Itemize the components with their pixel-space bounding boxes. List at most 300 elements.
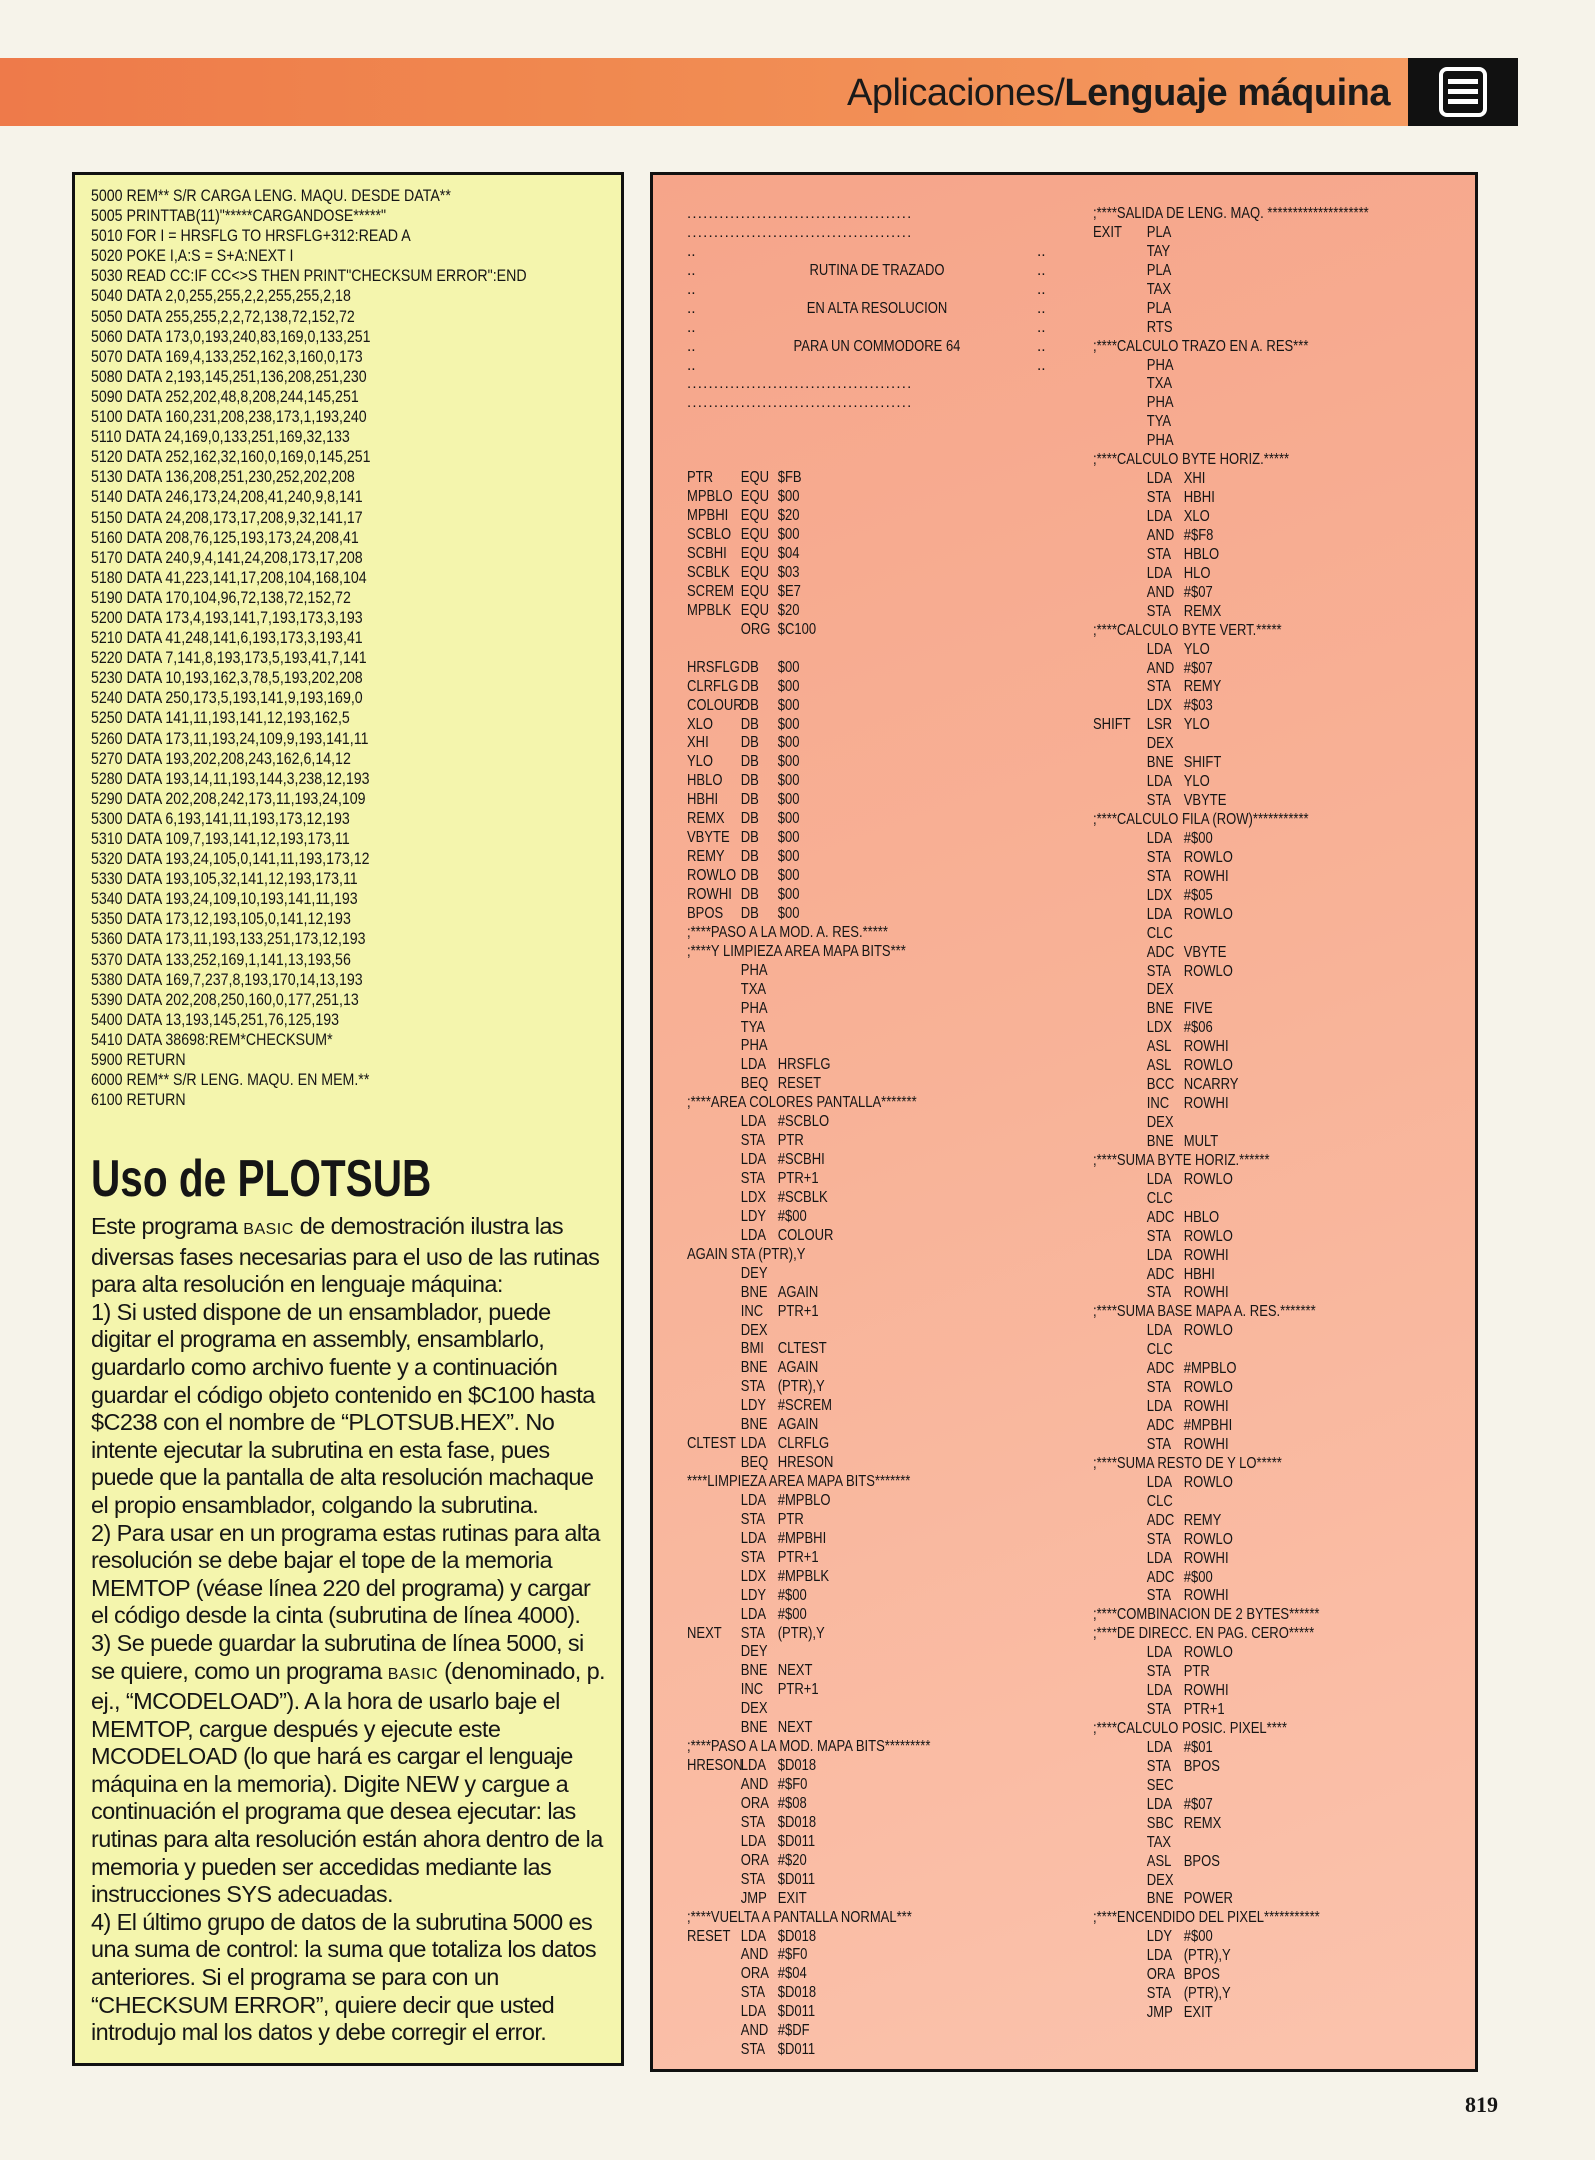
basic-code-line: 5010 FOR I = HRSFLG TO HRSFLG+312:READ A bbox=[91, 227, 411, 246]
assembly-instruction-line bbox=[687, 564, 1082, 583]
assembly-comment-line bbox=[1093, 1303, 1488, 1322]
asm-opcode: PHA bbox=[740, 961, 768, 979]
asm-opcode: PHA bbox=[740, 1037, 768, 1055]
comment-text: ;****SUMA BASE MAPA A. RES.******* bbox=[1093, 1303, 1316, 1321]
asm-operand: #$DF bbox=[777, 2022, 810, 2040]
asm-opcode: DB bbox=[740, 810, 759, 828]
assembly-instruction-line bbox=[1093, 1398, 1488, 1417]
asm-label: MPBHI bbox=[687, 507, 729, 525]
asm-operand: $20 bbox=[777, 601, 800, 619]
asm-opcode: DB bbox=[740, 677, 759, 695]
assembly-instruction-line bbox=[687, 1643, 1082, 1662]
asm-opcode: BNE bbox=[740, 1416, 768, 1434]
asm-label: BPOS bbox=[687, 904, 724, 922]
asm-operand: #$00 bbox=[1183, 1568, 1213, 1586]
asm-label: REMY bbox=[687, 848, 725, 866]
article-step-4: 4) El último grupo de datos de la subrutina 5000 es una suma de control: la suma que totaliza los datos anteriores. Si el programa se para con un “CHECKSUM ERROR”, quiere decir que usted introdujo mal los datos y debe corregir el error. bbox=[91, 1908, 596, 2046]
assembly-instruction-line bbox=[1093, 1569, 1488, 1588]
asm-opcode: LDA bbox=[1146, 564, 1173, 582]
asm-operand: (PTR),Y bbox=[777, 1624, 825, 1642]
assembly-instruction-line bbox=[687, 1189, 1082, 1208]
asm-opcode: STA bbox=[740, 1870, 766, 1888]
asm-operand: ROWLO bbox=[1183, 1473, 1233, 1491]
assembly-instruction-line bbox=[687, 829, 1082, 848]
asm-opcode: LDY bbox=[740, 1586, 767, 1604]
asm-opcode: STA bbox=[1146, 1985, 1172, 2003]
asm-opcode: LDX bbox=[740, 1567, 767, 1585]
asm-opcode: STA bbox=[740, 1132, 766, 1150]
asm-opcode: BMI bbox=[740, 1340, 764, 1358]
assembly-comment-line bbox=[687, 1246, 1082, 1265]
asm-opcode: JMP bbox=[740, 1889, 767, 1907]
assembly-instruction-line bbox=[1093, 432, 1488, 451]
assembly-instruction-line bbox=[1093, 1417, 1488, 1436]
asm-operand: BPOS bbox=[1183, 1757, 1220, 1775]
assembly-instruction-line bbox=[1093, 1739, 1488, 1758]
asm-opcode: LDA bbox=[1146, 1246, 1173, 1264]
box-border-bottom: .......................................... bbox=[687, 394, 913, 412]
asm-opcode: ORA bbox=[740, 1794, 769, 1812]
asm-opcode: LDA bbox=[1146, 1738, 1173, 1756]
article-heading: Uso de PLOTSUB bbox=[91, 1150, 432, 1208]
comment-text: ;****SALIDA DE LENG. MAQ. ******************** bbox=[1093, 205, 1369, 222]
assembly-instruction-line bbox=[1093, 1171, 1488, 1190]
basic-code-line: 5260 DATA 173,11,193,24,109,9,193,141,11 bbox=[91, 729, 369, 748]
assembly-instruction-line bbox=[1093, 224, 1488, 243]
assembly-instruction-line bbox=[1093, 1531, 1488, 1550]
assembly-instruction-line bbox=[1093, 565, 1488, 584]
basic-code-line: 5220 DATA 7,141,8,193,173,5,193,41,7,141 bbox=[91, 649, 367, 668]
asm-operand: $00 bbox=[777, 526, 800, 544]
assembly-instruction-line bbox=[1093, 660, 1488, 679]
basic-code-line: 5210 DATA 41,248,141,6,193,173,3,193,41 bbox=[91, 629, 363, 648]
comment-text: ;****DE DIRECC. EN PAG. CERO***** bbox=[1093, 1625, 1315, 1643]
asm-opcode: TYA bbox=[1146, 413, 1172, 431]
asm-operand: $D011 bbox=[777, 2003, 816, 2021]
assembly-instruction-line bbox=[1093, 1758, 1488, 1777]
assembly-instruction-line bbox=[687, 1378, 1082, 1397]
asm-opcode: INC bbox=[740, 1681, 764, 1699]
page-number: 819 bbox=[1465, 2092, 1498, 2117]
asm-opcode: LDA bbox=[740, 1757, 767, 1775]
assembly-instruction-line bbox=[1093, 1133, 1488, 1152]
asm-operand: #$08 bbox=[777, 1794, 807, 1812]
asm-opcode: ASL bbox=[1146, 1852, 1172, 1870]
asm-operand: $D011 bbox=[777, 2041, 816, 2059]
asm-operand: $C100 bbox=[777, 620, 817, 638]
asm-operand: #SCBLO bbox=[777, 1113, 830, 1131]
asm-opcode: BNE bbox=[1146, 754, 1174, 772]
basic-code-line: 5120 DATA 252,162,32,160,0,169,0,145,251 bbox=[91, 448, 371, 467]
asm-opcode: BCC bbox=[1146, 1076, 1175, 1094]
asm-label: YLO bbox=[687, 753, 714, 771]
assembly-comment-line bbox=[1093, 1720, 1488, 1739]
asm-operand: PTR bbox=[777, 1132, 804, 1150]
asm-opcode: STA bbox=[1146, 602, 1172, 620]
asm-opcode: AND bbox=[740, 2022, 769, 2040]
comment-text: ;****CALCULO FILA (ROW)*********** bbox=[1093, 811, 1309, 828]
asm-operand: NCARRY bbox=[1183, 1076, 1239, 1094]
assembly-instruction-line bbox=[687, 1511, 1082, 1530]
asm-operand: POWER bbox=[1183, 1890, 1233, 1908]
assembly-instruction-line bbox=[1093, 281, 1488, 300]
section-icon-box bbox=[1408, 58, 1518, 126]
assembly-instruction-line bbox=[1093, 1777, 1488, 1796]
asm-opcode: TXA bbox=[1146, 375, 1173, 393]
asm-opcode: ADC bbox=[1146, 1360, 1175, 1378]
assembly-instruction-line bbox=[1093, 243, 1488, 262]
basic-code-line: 5170 DATA 240,9,4,141,24,208,173,17,208 bbox=[91, 548, 363, 567]
assembly-instruction-line bbox=[687, 716, 1082, 735]
asm-opcode: PHA bbox=[1146, 432, 1174, 450]
assembly-instruction-line bbox=[1093, 1038, 1488, 1057]
asm-label: SCBLK bbox=[687, 564, 730, 581]
basic-code-line: 5360 DATA 173,11,193,133,251,173,12,193 bbox=[91, 930, 366, 949]
asm-operand: ROWLO bbox=[1183, 905, 1233, 923]
asm-opcode: TAX bbox=[1146, 280, 1172, 298]
asm-operand: $00 bbox=[777, 885, 800, 903]
assembly-instruction-line bbox=[687, 545, 1082, 564]
asm-operand: $00 bbox=[777, 829, 800, 847]
assembly-instruction-line bbox=[687, 886, 1082, 905]
asm-opcode: STA bbox=[740, 1170, 766, 1187]
assembly-instruction-line bbox=[1093, 1228, 1488, 1247]
asm-opcode: STA bbox=[1146, 1227, 1172, 1245]
assembly-instruction-line bbox=[1093, 1512, 1488, 1531]
basic-code-line: 5290 DATA 202,208,242,173,11,193,24,109 bbox=[91, 789, 366, 808]
assembly-instruction-line bbox=[1093, 1322, 1488, 1341]
asm-opcode: DB bbox=[740, 791, 759, 809]
asm-opcode: LDX bbox=[740, 1188, 767, 1206]
assembly-instruction-line bbox=[687, 1454, 1082, 1473]
assembly-instruction-line bbox=[687, 981, 1082, 1000]
asm-opcode: DEX bbox=[1146, 1871, 1174, 1889]
asm-operand: ROWLO bbox=[1183, 1227, 1233, 1245]
asm-label: COLOUR bbox=[687, 696, 743, 714]
basic-code-line: 5150 DATA 24,208,173,17,208,9,32,141,17 bbox=[91, 508, 363, 527]
asm-opcode: ADC bbox=[1146, 1417, 1175, 1434]
asm-operand: REMY bbox=[1183, 1511, 1222, 1529]
asm-opcode: SBC bbox=[1146, 1814, 1174, 1832]
asm-opcode: LDA bbox=[740, 1226, 767, 1244]
assembly-instruction-line bbox=[687, 1075, 1082, 1094]
assembly-column-2 bbox=[1093, 205, 1473, 2023]
assembly-instruction-line bbox=[1093, 1853, 1488, 1872]
section-title: Aplicaciones/Lenguaje máquina bbox=[846, 72, 1390, 114]
asm-opcode: STA bbox=[1146, 1530, 1172, 1548]
asm-operand: $00 bbox=[777, 810, 800, 828]
assembly-instruction-line bbox=[687, 905, 1082, 924]
assembly-instruction-line bbox=[1093, 773, 1488, 792]
assembly-comment-line bbox=[687, 1473, 1082, 1492]
asm-opcode: LDA bbox=[1146, 905, 1173, 923]
basic-code-line: 5040 DATA 2,0,255,255,2,2,255,255,2,18 bbox=[91, 287, 351, 306]
assembly-instruction-line bbox=[687, 1776, 1082, 1795]
asm-operand: COLOUR bbox=[777, 1226, 834, 1244]
computer-module-icon bbox=[1438, 66, 1488, 118]
asm-opcode: DEX bbox=[740, 1700, 768, 1718]
asm-operand: #$07 bbox=[1183, 583, 1213, 601]
box-edge-row: .. .. bbox=[687, 356, 1046, 374]
assembly-instruction-line bbox=[1093, 584, 1488, 603]
basic-code-line: 5340 DATA 193,24,109,10,193,141,11,193 bbox=[91, 890, 358, 909]
asm-operand: #$00 bbox=[777, 1207, 807, 1225]
asm-label: EXIT bbox=[1093, 223, 1122, 241]
asm-operand: CLTEST bbox=[777, 1340, 827, 1358]
comment-text: ;****CALCULO BYTE VERT.***** bbox=[1093, 621, 1282, 639]
assembly-instruction-line bbox=[1093, 1834, 1488, 1853]
basic-code-line: 5080 DATA 2,193,145,251,136,208,251,230 bbox=[91, 367, 367, 386]
asm-opcode: AND bbox=[1146, 526, 1175, 544]
assembly-instruction-line bbox=[1093, 868, 1488, 887]
asm-opcode: LDA bbox=[1146, 1322, 1173, 1340]
asm-operand: $00 bbox=[777, 904, 800, 922]
routine-title-line-3: PARA UN COMMODORE 64 bbox=[793, 337, 961, 355]
assembly-instruction-line bbox=[1093, 944, 1488, 963]
box-edge-row: .. .. bbox=[687, 318, 1046, 336]
assembly-instruction-line bbox=[687, 1965, 1082, 1984]
assembly-instruction-line bbox=[1093, 1341, 1488, 1360]
asm-operand: HRESON bbox=[777, 1454, 834, 1472]
assembly-instruction-line bbox=[687, 1795, 1082, 1814]
assembly-instruction-line bbox=[1093, 1587, 1488, 1606]
asm-label: SCBLO bbox=[687, 526, 732, 544]
assembly-instruction-line bbox=[687, 1322, 1082, 1341]
asm-label: SCREM bbox=[687, 582, 735, 600]
comment-text: ;****CALCULO POSIC. PIXEL**** bbox=[1093, 1720, 1287, 1737]
basic-code-line: 5400 DATA 13,193,145,251,76,125,193 bbox=[91, 1010, 340, 1029]
asm-opcode: PHA bbox=[1146, 356, 1174, 374]
basic-code-line: 5030 READ CC:IF CC<>S THEN PRINT"CHECKSUM ERROR":END bbox=[91, 267, 527, 286]
asm-opcode: BNE bbox=[740, 1662, 768, 1680]
assembly-instruction-line bbox=[1093, 1796, 1488, 1815]
assembly-instruction-line bbox=[687, 1284, 1082, 1303]
asm-opcode: DB bbox=[740, 658, 759, 676]
assembly-comment-line bbox=[1093, 811, 1488, 830]
asm-opcode: ADC bbox=[1146, 1511, 1175, 1529]
section-header-bar bbox=[0, 58, 1408, 126]
asm-opcode: JMP bbox=[1146, 2004, 1173, 2022]
box-border-top: .......................................... bbox=[687, 205, 913, 222]
asm-opcode: LDA bbox=[740, 1832, 767, 1850]
assembly-instruction-line bbox=[687, 1890, 1082, 1909]
asm-opcode: EQU bbox=[740, 601, 769, 619]
asm-opcode: CLC bbox=[1146, 1341, 1173, 1359]
assembly-instruction-line bbox=[687, 2003, 1082, 2022]
assembly-instruction-line bbox=[687, 1170, 1082, 1189]
assembly-instruction-line bbox=[1093, 357, 1488, 376]
assembly-instruction-line bbox=[1093, 697, 1488, 716]
assembly-comment-line bbox=[1093, 338, 1488, 357]
asm-opcode: EQU bbox=[740, 564, 769, 581]
asm-opcode: LDA bbox=[740, 1151, 767, 1169]
asm-label: ROWLO bbox=[687, 867, 737, 884]
asm-label: NEXT bbox=[687, 1624, 722, 1642]
assembly-instruction-line bbox=[1093, 1701, 1488, 1720]
asm-opcode: STA bbox=[1146, 867, 1172, 885]
assembly-instruction-line bbox=[1093, 489, 1488, 508]
routine-title-box bbox=[687, 205, 1077, 469]
asm-opcode: LDY bbox=[740, 1207, 767, 1225]
asm-operand: HBLO bbox=[1183, 1208, 1220, 1226]
asm-operand: #$07 bbox=[1183, 659, 1213, 677]
asm-operand: #$07 bbox=[1183, 1795, 1213, 1813]
asm-opcode: LDA bbox=[1146, 640, 1173, 658]
asm-operand: #MPBHI bbox=[777, 1529, 827, 1547]
asm-opcode: AND bbox=[1146, 583, 1175, 601]
asm-opcode: STA bbox=[1146, 545, 1172, 563]
asm-label: MPBLO bbox=[687, 488, 733, 506]
assembly-instruction-line bbox=[1093, 1644, 1488, 1663]
asm-opcode: LDA bbox=[740, 2003, 767, 2021]
assembly-instruction-line bbox=[1093, 413, 1488, 432]
asm-operand: #MPBLO bbox=[777, 1491, 831, 1509]
asm-operand: ROWHI bbox=[1183, 1095, 1229, 1113]
asm-operand: $00 bbox=[777, 677, 800, 695]
asm-label: CLTEST bbox=[687, 1435, 736, 1453]
asm-operand: SHIFT bbox=[1183, 754, 1222, 772]
assembly-instruction-line bbox=[687, 659, 1082, 678]
asm-opcode: PLA bbox=[1146, 299, 1172, 317]
asm-opcode: LSR bbox=[1146, 716, 1173, 734]
assembly-instruction-line bbox=[1093, 1550, 1488, 1569]
assembly-instruction-line bbox=[687, 1946, 1082, 1965]
asm-opcode: TAY bbox=[1146, 242, 1171, 260]
asm-label: REMX bbox=[687, 810, 725, 828]
assembly-instruction-line bbox=[687, 962, 1082, 981]
assembly-instruction-line bbox=[687, 772, 1082, 791]
assembly-instruction-line bbox=[1093, 1095, 1488, 1114]
assembly-instruction-line bbox=[687, 1625, 1082, 1644]
asm-opcode: SEC bbox=[1146, 1776, 1174, 1794]
asm-operand: ROWLO bbox=[1183, 1170, 1233, 1188]
box-title-row: .. EN ALTA RESOLUCION .. bbox=[687, 299, 1046, 317]
asm-operand: #$F8 bbox=[1183, 526, 1214, 544]
asm-opcode: LDY bbox=[1146, 1928, 1173, 1946]
asm-opcode: STA bbox=[1146, 1757, 1172, 1775]
asm-opcode: ORA bbox=[740, 1851, 769, 1869]
asm-operand: PTR bbox=[1183, 1663, 1210, 1681]
asm-opcode: STA bbox=[740, 1984, 766, 2002]
article-step-1: 1) Si usted dispone de un ensamblador, puede digitar el programa en assembly, ensamblarlo, guardarlo como archivo fuente y a continuación guardar el código objeto contenido en $C100 hasta $C238 con el nombre de “PLOTSUB.HEX”. No intente ejecutar la subrutina en esta fase, pues puede que la pantalla de alta resolución machaque el propio ensamblador, colgando la subrutina. bbox=[91, 1298, 595, 1518]
asm-opcode: PHA bbox=[740, 999, 768, 1017]
asm-operand: ROWHI bbox=[1183, 867, 1229, 885]
box-border-bottom: .......................................... bbox=[687, 375, 913, 393]
routine-title-line-1: RUTINA DE TRAZADO bbox=[809, 261, 945, 279]
assembly-instruction-line bbox=[687, 1492, 1082, 1511]
assembly-instruction-line bbox=[687, 1719, 1082, 1738]
assembly-instruction-line bbox=[1093, 925, 1488, 944]
basic-code-line: 5160 DATA 208,76,125,193,173,24,208,41 bbox=[91, 528, 359, 547]
assembly-instruction-line bbox=[1093, 508, 1488, 527]
asm-label: XHI bbox=[687, 734, 709, 752]
asm-opcode: DEX bbox=[1146, 981, 1174, 999]
assembly-instruction-line bbox=[687, 507, 1082, 526]
asm-operand: $03 bbox=[777, 564, 800, 581]
asm-operand: ROWLO bbox=[1183, 1530, 1233, 1548]
asm-operand: ROWHI bbox=[1183, 1682, 1229, 1700]
article-step-2: 2) Para usar en un programa estas rutinas para alta resolución se debe bajar el tope de la memoria MEMTOP (véase línea 220 del programa) y cargar el código desde la cinta (subrutina de línea 4000). bbox=[91, 1519, 600, 1629]
asm-opcode: STA bbox=[1146, 962, 1172, 980]
basic-code-line: 5350 DATA 173,12,193,105,0,141,12,193 bbox=[91, 910, 351, 929]
asm-opcode: CLC bbox=[1146, 1189, 1173, 1207]
asm-opcode: LDX bbox=[1146, 886, 1173, 904]
assembly-instruction-line bbox=[687, 602, 1082, 621]
asm-operand: ROWLO bbox=[1183, 1644, 1233, 1662]
asm-operand: $20 bbox=[777, 507, 800, 525]
basic-code-line: 6100 RETURN bbox=[91, 1091, 186, 1110]
assembly-instruction-line bbox=[1093, 1890, 1488, 1909]
asm-opcode: DB bbox=[740, 715, 759, 733]
basic-code-line: 5180 DATA 41,223,141,17,208,104,168,104 bbox=[91, 568, 367, 587]
asm-operand: PTR+1 bbox=[1183, 1701, 1225, 1719]
assembly-comment-line bbox=[1093, 622, 1488, 641]
asm-opcode: STA bbox=[1146, 792, 1172, 810]
assembly-instruction-line bbox=[1093, 641, 1488, 660]
asm-operand: $D018 bbox=[777, 1984, 817, 2002]
asm-operand: EXIT bbox=[777, 1889, 807, 1907]
asm-operand: #$20 bbox=[777, 1851, 807, 1869]
asm-operand: #$04 bbox=[777, 1965, 807, 1983]
asm-operand: $00 bbox=[777, 696, 800, 714]
asm-operand: AGAIN bbox=[777, 1359, 819, 1377]
asm-operand: ROWLO bbox=[1183, 848, 1233, 866]
assembly-instruction-line bbox=[687, 2041, 1082, 2060]
box-border-top: .......................................... bbox=[687, 223, 913, 241]
asm-label: VBYTE bbox=[687, 829, 730, 847]
asm-label: HBLO bbox=[687, 772, 723, 790]
assembly-comment-line bbox=[1093, 1152, 1488, 1171]
basic-code-line: 5020 POKE I,A:S = S+A:NEXT I bbox=[91, 247, 294, 266]
asm-operand: VBYTE bbox=[1183, 943, 1227, 961]
basic-code-line: 5300 DATA 6,193,141,11,193,173,12,193 bbox=[91, 809, 350, 828]
asm-operand: #$06 bbox=[1183, 1019, 1213, 1037]
assembly-instruction-line bbox=[687, 1928, 1082, 1947]
article-body bbox=[91, 1213, 609, 2047]
assembly-comment-line bbox=[1093, 1606, 1488, 1625]
asm-opcode: EQU bbox=[740, 545, 769, 563]
asm-label: SCBHI bbox=[687, 545, 727, 563]
assembly-instruction-line bbox=[687, 697, 1082, 716]
asm-opcode: TYA bbox=[740, 1018, 766, 1036]
asm-operand: XLO bbox=[1183, 508, 1210, 525]
asm-operand: ROWHI bbox=[1183, 1038, 1229, 1056]
asm-operand: REMX bbox=[1183, 1814, 1222, 1832]
asm-opcode: PHA bbox=[1146, 394, 1174, 412]
assembly-instruction-line bbox=[1093, 470, 1488, 489]
assembly-instruction-line bbox=[687, 1113, 1082, 1132]
assembly-instruction-line bbox=[1093, 1815, 1488, 1834]
asm-opcode: LDA bbox=[740, 1605, 767, 1623]
comment-text: ;****CALCULO TRAZO EN A. RES*** bbox=[1093, 337, 1309, 355]
assembly-code-1 bbox=[687, 469, 1077, 2060]
asm-opcode: STA bbox=[1146, 1379, 1172, 1397]
assembly-comment-line bbox=[687, 1738, 1082, 1757]
asm-operand: $E7 bbox=[777, 582, 801, 600]
basic-code-line: 5270 DATA 193,202,208,243,162,6,14,12 bbox=[91, 749, 351, 768]
assembly-instruction-line bbox=[1093, 546, 1488, 565]
basic-code-line: 5110 DATA 24,169,0,133,251,169,32,133 bbox=[91, 428, 350, 447]
assembly-instruction-line bbox=[1093, 300, 1488, 319]
assembly-instruction-line bbox=[1093, 1360, 1488, 1379]
asm-operand: ROWLO bbox=[1183, 962, 1233, 980]
asm-label: XLO bbox=[687, 715, 714, 733]
basic-code-line: 5390 DATA 202,208,250,160,0,177,251,13 bbox=[91, 990, 359, 1009]
assembly-instruction-line bbox=[687, 1435, 1082, 1454]
basic-code-line: 5140 DATA 246,173,24,208,41,240,9,8,141 bbox=[91, 488, 363, 507]
article-intro: Este programa BASIC de demostración ilustra las diversas fases necesarias para el uso de las rutinas para alta resolución en lenguaje máquina: bbox=[91, 1213, 600, 1298]
asm-opcode: LDA bbox=[740, 1113, 767, 1131]
